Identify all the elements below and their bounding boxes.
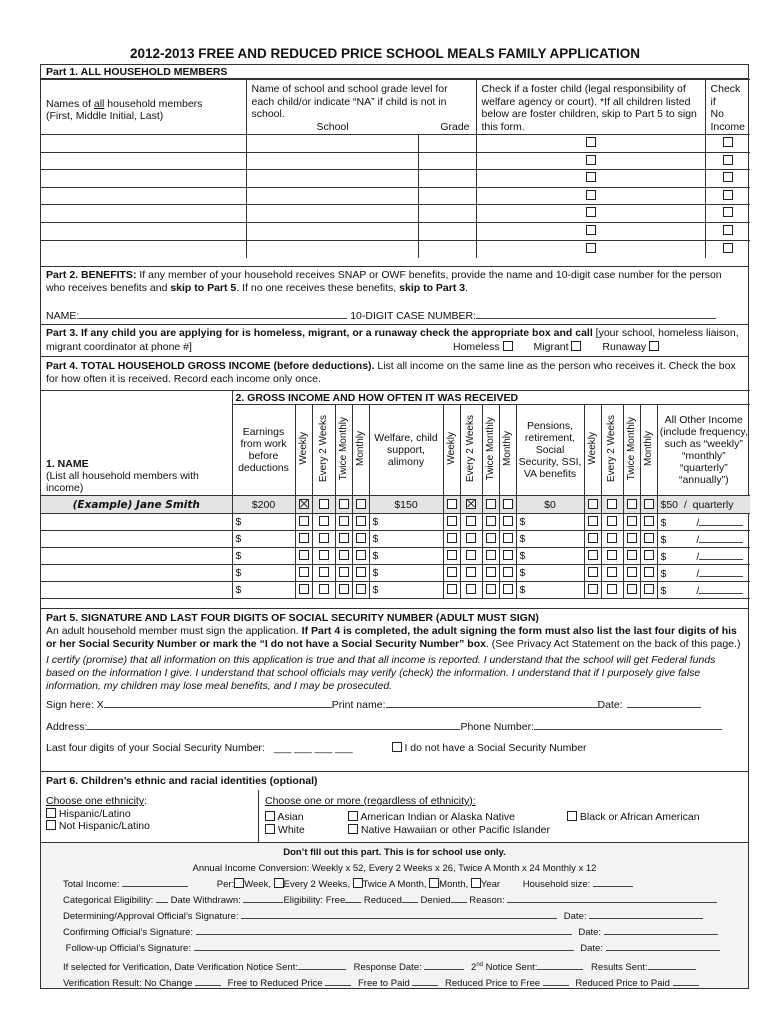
per-week-checkbox[interactable] (234, 878, 244, 888)
earnings-weekly-checkbox[interactable] (299, 550, 309, 560)
homeless-label: Homeless (453, 341, 500, 353)
welfare-monthly-checkbox[interactable] (503, 550, 513, 560)
col-noincome-header: Check if No Income (705, 80, 750, 135)
free-to-reduced-field[interactable] (325, 976, 351, 986)
american-indian-checkbox[interactable] (348, 811, 358, 821)
address-field[interactable] (87, 720, 460, 730)
income-row (41, 548, 750, 565)
income-row (41, 582, 750, 599)
no-change-field[interactable] (195, 976, 221, 986)
foster-checkbox[interactable] (586, 207, 596, 217)
pensions-every2-checkbox[interactable] (607, 567, 617, 577)
example-checkbox (339, 499, 349, 509)
migrant-checkbox[interactable] (571, 341, 581, 351)
white-checkbox[interactable] (265, 824, 275, 834)
sign-here-label: Sign here: X (46, 699, 104, 711)
pensions-amount-field[interactable]: $ (516, 565, 584, 582)
reduced-to-free-label: Reduced Price to Free (445, 978, 541, 990)
part4-household-income (40, 356, 749, 609)
certification-text: I certify (promise) that all information on this application is true and that all income is reported. I understand that the school will get Federal funds based on the information I give. I understand that school officials may verify (check) the information. I understand that if I purposely give false information, my children may lose meal benefits, and I may be prosecuted. (46, 654, 716, 692)
freq-every2-header: Every 2 Weeks (317, 414, 329, 483)
pensions-every2-checkbox[interactable] (607, 550, 617, 560)
earnings-monthly-checkbox[interactable] (356, 533, 366, 543)
member-name-field[interactable] (41, 222, 246, 240)
income-conversion: Annual Income Conversion: Weekly x 52, Every 2 Weeks x 26, Twice A Month x 24 Monthly x 12 (192, 863, 597, 874)
foster-checkbox[interactable] (586, 155, 596, 165)
earnings-amount-field[interactable]: $ (232, 548, 295, 565)
reduced-field[interactable] (402, 893, 418, 903)
freq-weekly-header: Weekly (445, 432, 457, 465)
part5-intro: An adult household member must sign the application. If Part 4 is completed, the adult signing the form must also list the last four digits of his or her Social Security Number or mark the “I do not have a Social Security Number” box. (See Privacy Act Statement on the back of this page.) (46, 625, 741, 650)
other-income-field[interactable]: $ / (657, 582, 750, 599)
earnings-weekly-checkbox[interactable] (299, 533, 309, 543)
earnings-amount-field[interactable]: $ (232, 565, 295, 582)
per-twice-month-checkbox[interactable] (353, 878, 363, 888)
free-to-paid-label: Free to Paid (358, 978, 410, 990)
welfare-twice-checkbox[interactable] (486, 516, 496, 526)
col-names-header: Names of all household members (First, Middle Initial, Last) (41, 80, 246, 135)
runaway-label: Runaway (602, 341, 647, 353)
freq-weekly-header: Weekly (297, 432, 309, 465)
earnings-every2-checkbox[interactable] (319, 584, 329, 594)
per-every2weeks-checkbox[interactable] (274, 878, 284, 888)
not-hispanic-checkbox[interactable] (46, 820, 56, 830)
example-checkbox (486, 499, 496, 509)
earnings-amount-field[interactable]: $ (232, 514, 295, 531)
native-hawaiian-checkbox[interactable] (348, 824, 358, 834)
pensions-every2-checkbox[interactable] (607, 533, 617, 543)
welfare-twice-checkbox[interactable] (486, 584, 496, 594)
freq-twice-header: Twice Monthly (337, 416, 349, 481)
earnings-twice-checkbox[interactable] (339, 567, 349, 577)
pensions-amount-field[interactable]: $ (516, 531, 584, 548)
followup-label: Follow-up Official’s Signature: (65, 943, 191, 954)
earnings-weekly-checkbox[interactable] (299, 584, 309, 594)
example-checkbox (644, 499, 654, 509)
ssn-label: Last four digits of your Social Security Number: (46, 742, 265, 754)
part2-benefits (40, 266, 749, 325)
example-checkbox (356, 499, 366, 509)
income-name-field[interactable] (41, 514, 232, 531)
freq-twice-header: Twice Monthly (625, 416, 637, 481)
foster-checkbox[interactable] (586, 190, 596, 200)
earnings-monthly-checkbox[interactable] (356, 567, 366, 577)
foster-checkbox[interactable] (586, 225, 596, 235)
followup-date-field[interactable] (606, 941, 720, 951)
no-income-checkbox[interactable] (723, 172, 733, 182)
no-ssn-label: I do not have a Social Security Number (404, 742, 587, 754)
hispanic-label: Hispanic/Latino (58, 807, 131, 820)
reason-field[interactable] (507, 893, 717, 903)
pensions-twice-checkbox[interactable] (627, 567, 637, 577)
earnings-monthly-checkbox[interactable] (356, 584, 366, 594)
freq-monthly-header: Monthly (501, 430, 513, 466)
member-name-field[interactable] (41, 135, 246, 153)
ssn-field[interactable]: ___ ___ ___ ___ (273, 742, 353, 754)
school-field[interactable] (246, 222, 418, 240)
per-year-checkbox[interactable] (471, 878, 481, 888)
school-field[interactable] (246, 187, 418, 205)
no-income-checkbox[interactable] (723, 207, 733, 217)
earnings-monthly-checkbox[interactable] (356, 516, 366, 526)
grade-field[interactable] (418, 222, 476, 240)
other-income-field[interactable]: $ / (657, 531, 750, 548)
welfare-twice-checkbox[interactable] (486, 567, 496, 577)
free-to-paid-field[interactable] (412, 976, 438, 986)
household-row (41, 240, 750, 258)
household-table (41, 79, 750, 258)
school-use-heading: Don’t fill out this part. This is for school use only. (283, 847, 506, 858)
results-sent-label: Results Sent: (591, 962, 648, 974)
no-income-checkbox[interactable] (723, 137, 733, 147)
part3-homeless-migrant-runaway (40, 324, 749, 357)
white-label: White (277, 823, 305, 836)
reason-label: Reason: (469, 895, 505, 906)
earnings-every2-checkbox[interactable] (319, 567, 329, 577)
school-field[interactable] (246, 135, 418, 153)
example-name: (Example) Jane Smith (41, 496, 232, 514)
household-size-label: Household size: (522, 879, 591, 890)
welfare-col-header: Welfare, child support, alimony (369, 405, 443, 496)
response-date-label: Response Date: (353, 962, 422, 974)
welfare-monthly-checkbox[interactable] (503, 584, 513, 594)
date-withdrawn-field[interactable] (243, 893, 283, 903)
verification-sent-field[interactable] (298, 960, 346, 970)
welfare-monthly-checkbox[interactable] (503, 567, 513, 577)
freq-weekly-header: Weekly (586, 432, 598, 465)
eligibility-free-field[interactable] (345, 893, 361, 903)
categorical-field[interactable] (156, 893, 168, 903)
household-row (41, 135, 750, 153)
grade-label: Grade (440, 120, 470, 133)
date-withdrawn-label: Date Withdrawn: (170, 895, 241, 906)
date-label: Date: (563, 911, 587, 922)
col-foster-header: Check if a foster child (legal responsibility of welfare agency or court). *If all children listed below are foster children, skip to Part 5 to sign this form. (476, 80, 705, 135)
freq-every2-header: Every 2 Weeks (465, 414, 476, 483)
part3-heading: Part 3. If any child you are applying for is homeless, migrant, or a runaway check the appropriate box and call (46, 327, 593, 339)
earnings-every2-checkbox[interactable] (319, 533, 329, 543)
black-label: Black or African American (579, 810, 700, 823)
example-checkbox (588, 499, 598, 509)
welfare-monthly-checkbox[interactable] (503, 516, 513, 526)
welfare-every2-checkbox[interactable] (466, 516, 476, 526)
pensions-every2-checkbox[interactable] (607, 584, 617, 594)
example-checkbox (607, 499, 617, 509)
pensions-monthly-checkbox[interactable] (644, 584, 654, 594)
earnings-twice-checkbox[interactable] (339, 533, 349, 543)
member-name-field[interactable] (41, 152, 246, 170)
part3-contact: [your school, homeless liaison, migrant coordinator at phone #] (46, 327, 739, 353)
gross-income-heading: 2. GROSS INCOME AND HOW OFTEN IT WAS RECEIVED (232, 391, 750, 405)
phone-field[interactable] (534, 720, 722, 730)
pensions-weekly-checkbox[interactable] (588, 533, 598, 543)
response-date-field[interactable] (424, 960, 464, 970)
welfare-every2-checkbox[interactable] (466, 584, 476, 594)
freq-monthly-header: Monthly (354, 430, 366, 466)
member-name-field[interactable] (41, 170, 246, 188)
homeless-checkbox[interactable] (503, 341, 513, 351)
reduced-to-paid-field[interactable] (673, 976, 699, 986)
grade-field[interactable] (418, 205, 476, 223)
print-name-label: Print name: (331, 699, 386, 711)
school-label: School (316, 120, 349, 133)
income-name-field[interactable] (41, 582, 232, 599)
earnings-weekly-checkbox[interactable] (299, 516, 309, 526)
member-name-field[interactable] (41, 240, 246, 258)
part1-household-members (40, 64, 749, 267)
income-row (41, 565, 750, 582)
denied-label: Denied (420, 895, 451, 906)
asian-label: Asian (277, 810, 304, 823)
pensions-twice-checkbox[interactable] (627, 533, 637, 543)
household-row (41, 187, 750, 205)
date-label: Date: (597, 699, 623, 711)
household-row (41, 222, 750, 240)
phone-label: Phone Number: (460, 721, 534, 733)
earnings-weekly-checkbox[interactable] (299, 567, 309, 577)
example-earnings: $200 (232, 496, 295, 514)
welfare-weekly-checkbox[interactable] (447, 533, 457, 543)
pensions-amount-field[interactable]: $ (516, 548, 584, 565)
black-checkbox[interactable] (567, 811, 577, 821)
pensions-weekly-checkbox[interactable] (588, 567, 598, 577)
confirming-label: Confirming Official’s Signature: (63, 927, 194, 938)
no-change-label: Verification Result: No Change (63, 978, 193, 990)
welfare-monthly-checkbox[interactable] (503, 533, 513, 543)
american-indian-label: American Indian or Alaska Native (360, 810, 516, 823)
earnings-every2-checkbox[interactable] (319, 550, 329, 560)
grade-field[interactable] (418, 240, 476, 258)
case-number-field[interactable] (476, 309, 716, 319)
example-checkbox-checked (466, 499, 476, 509)
results-sent-field[interactable] (648, 960, 696, 970)
not-hispanic-label: Not Hispanic/Latino (58, 820, 150, 832)
part1-heading: Part 1. ALL HOUSEHOLD MEMBERS (41, 65, 748, 79)
per-month-checkbox[interactable] (429, 878, 439, 888)
date-field[interactable] (627, 698, 701, 708)
followup-signature-field[interactable] (194, 941, 574, 951)
school-field[interactable] (246, 152, 418, 170)
foster-checkbox[interactable] (586, 243, 596, 253)
migrant-label: Migrant (533, 341, 569, 353)
freq-twice-header: Twice Monthly (484, 416, 496, 481)
part5-heading: Part 5. SIGNATURE AND LAST FOUR DIGITS OF SOCIAL SECURITY NUMBER (ADULT MUST SIGN) (46, 612, 539, 624)
earnings-amount-field[interactable]: $ (232, 582, 295, 599)
reduced-to-free-field[interactable] (543, 976, 569, 986)
no-income-checkbox[interactable] (723, 190, 733, 200)
school-use-section: Don’t fill out this part. This is for school use only. Annual Income Conversion: Weekly x 52, Every 2 Weeks x 26, Twice A Month x 24 Monthly x 12 Total Income: Per: Week, Every 2 Weeks, Twice A Month, Month, Year Household size: Categorical Eligibility: Date Withdrawn: Eligibility: Free Reduced Denied Reason: Determining/Approval Official’s Signature: Date: Confirming Official’s Signature: Date: Follow-up Official’s Signature: Date: If selected for Verification, Date Verification Notice Sent: Response Date: 2nd Notice Sent: Results Sent: Verification Result: No Change Free to Reduced Price Free to Paid Reduced Price to Free Reduced Price to Paid (40, 842, 749, 989)
household-row (41, 205, 750, 223)
welfare-weekly-checkbox[interactable] (447, 550, 457, 560)
welfare-amount-field[interactable]: $ (369, 531, 443, 548)
welfare-every2-checkbox[interactable] (466, 533, 476, 543)
pensions-monthly-checkbox[interactable] (644, 567, 654, 577)
categorical-label: Categorical Eligibility: (63, 895, 154, 906)
asian-checkbox[interactable] (265, 811, 275, 821)
welfare-amount-field[interactable]: $ (369, 565, 443, 582)
part6-heading: Part 6. Children’s ethnic and racial identities (optional) (46, 775, 318, 787)
part2-instructions: Part 2. BENEFITS: If any member of your household receives SNAP or OWF benefits, provide the name and 10-digit case number for the person who receives benefits and skip to Part 5. If no one receives these benefits, skip to Part 3. (46, 269, 722, 294)
ethnicity-label: Choose one ethnicity (46, 795, 145, 807)
runaway-checkbox[interactable] (649, 341, 659, 351)
example-checkbox (503, 499, 513, 509)
earnings-every2-checkbox[interactable] (319, 516, 329, 526)
no-income-checkbox[interactable] (723, 243, 733, 253)
form-title: 2012-2013 FREE AND REDUCED PRICE SCHOOL MEALS FAMILY APPLICATION (129, 46, 641, 61)
example-checkbox (447, 499, 457, 509)
welfare-amount-field[interactable]: $ (369, 514, 443, 531)
pensions-twice-checkbox[interactable] (627, 550, 637, 560)
no-ssn-checkbox[interactable] (392, 742, 402, 752)
earnings-col-header: Earnings from work before deductions (232, 405, 295, 496)
confirming-signature-field[interactable] (196, 925, 572, 935)
signature-field[interactable] (104, 698, 332, 708)
date-label: Date: (578, 927, 602, 938)
example-checkbox (627, 499, 637, 509)
col-school-header: Name of school and school grade level for each child/or indicate “NA” if child is not in school. School Grade (246, 80, 476, 135)
case-number-label: 10-DIGIT CASE NUMBER: (350, 310, 477, 322)
earnings-amount-field[interactable]: $ (232, 531, 295, 548)
reduced-label: Reduced (363, 895, 402, 906)
pensions-col-header: Pensions, retirement, Social Security, SSI, VA benefits (516, 405, 584, 496)
part4-instructions: Part 4. TOTAL HOUSEHOLD GROSS INCOME (before deductions). List all income on the same line as the person who receives it. Check the box for how often it is received. Record each income only once. (41, 357, 748, 391)
reduced-to-paid-label: Reduced Price to Paid (575, 978, 670, 990)
household-row (41, 152, 750, 170)
pensions-amount-field[interactable]: $ (516, 582, 584, 599)
earnings-twice-checkbox[interactable] (339, 516, 349, 526)
grade-field[interactable] (418, 187, 476, 205)
grade-field[interactable] (418, 170, 476, 188)
welfare-weekly-checkbox[interactable] (447, 584, 457, 594)
grade-field[interactable] (418, 152, 476, 170)
earnings-monthly-checkbox[interactable] (356, 550, 366, 560)
other-income-col-header: All Other Income (include frequency, such as “weekly” “monthly” “quarterly” “annually”) (657, 405, 750, 496)
denied-field[interactable] (451, 893, 467, 903)
pensions-twice-checkbox[interactable] (627, 516, 637, 526)
no-income-checkbox[interactable] (723, 155, 733, 165)
income-name-field[interactable] (41, 531, 232, 548)
other-income-field[interactable]: $ / (657, 565, 750, 582)
pensions-amount-field[interactable]: $ (516, 514, 584, 531)
example-checkbox-checked (299, 499, 309, 509)
welfare-twice-checkbox[interactable] (486, 533, 496, 543)
determining-date-field[interactable] (589, 909, 703, 919)
welfare-every2-checkbox[interactable] (466, 567, 476, 577)
school-field[interactable] (246, 205, 418, 223)
date-label: Date: (580, 943, 603, 954)
welfare-twice-checkbox[interactable] (486, 550, 496, 560)
pensions-monthly-checkbox[interactable] (644, 516, 654, 526)
second-notice-field[interactable] (537, 960, 583, 970)
welfare-weekly-checkbox[interactable] (447, 567, 457, 577)
benefit-name-label: NAME: (46, 310, 80, 322)
pensions-monthly-checkbox[interactable] (644, 550, 654, 560)
income-name-field[interactable] (41, 565, 232, 582)
income-name-field[interactable] (41, 548, 232, 565)
pensions-monthly-checkbox[interactable] (644, 533, 654, 543)
member-name-field[interactable] (41, 205, 246, 223)
grade-field[interactable] (418, 135, 476, 153)
name-col-header: 1. NAME (List all household members with income) (41, 391, 232, 496)
example-checkbox (319, 499, 329, 509)
pensions-every2-checkbox[interactable] (607, 516, 617, 526)
per-label: Per: (216, 879, 235, 890)
example-pensions: $0 (516, 496, 584, 514)
determining-signature-field[interactable] (241, 909, 557, 919)
hispanic-checkbox[interactable] (46, 808, 56, 818)
total-income-label: Total Income: (63, 879, 120, 890)
income-row (41, 514, 750, 531)
no-income-checkbox[interactable] (723, 225, 733, 235)
earnings-twice-checkbox[interactable] (339, 550, 349, 560)
welfare-weekly-checkbox[interactable] (447, 516, 457, 526)
foster-checkbox[interactable] (586, 172, 596, 182)
household-size-field[interactable] (593, 877, 633, 887)
pensions-weekly-checkbox[interactable] (588, 584, 598, 594)
income-row (41, 531, 750, 548)
income-table (41, 390, 750, 599)
total-income-field[interactable] (122, 877, 188, 887)
part5-signature (40, 608, 749, 772)
second-notice-label: 2nd Notice Sent: (471, 962, 538, 974)
confirming-date-field[interactable] (604, 925, 718, 935)
school-field[interactable] (246, 240, 418, 258)
example-welfare: $150 (369, 496, 443, 514)
household-row (41, 170, 750, 188)
address-label: Address: (46, 721, 88, 733)
earnings-twice-checkbox[interactable] (339, 584, 349, 594)
benefit-name-field[interactable] (79, 309, 347, 319)
determining-label: Determining/Approval Official’s Signature: (63, 911, 239, 922)
other-income-field[interactable]: $ / (657, 514, 750, 531)
school-field[interactable] (246, 170, 418, 188)
member-name-field[interactable] (41, 187, 246, 205)
freq-monthly-header: Monthly (642, 430, 654, 466)
welfare-amount-field[interactable]: $ (369, 548, 443, 565)
example-row (41, 496, 750, 514)
example-other: $50 / quarterly (657, 496, 750, 514)
foster-checkbox[interactable] (586, 137, 596, 147)
freq-every2-header: Every 2 Weeks (606, 414, 617, 483)
other-income-field[interactable]: $ / (657, 548, 750, 565)
welfare-every2-checkbox[interactable] (466, 550, 476, 560)
pensions-weekly-checkbox[interactable] (588, 516, 598, 526)
welfare-amount-field[interactable]: $ (369, 582, 443, 599)
pensions-weekly-checkbox[interactable] (588, 550, 598, 560)
eligibility-free-label: Eligibility: Free (283, 895, 346, 906)
print-name-field[interactable] (386, 698, 598, 708)
pensions-twice-checkbox[interactable] (627, 584, 637, 594)
part6-ethnic-racial: Part 6. Children’s ethnic and racial identities (optional) Choose one ethnicity: Hispanic/Latino Not Hispanic/Latino Choose one or more (regardless of ethnicity): Asian American Indian or Alaska Native Black or African American White Native Hawaiian or other Pacific Islander (40, 771, 749, 843)
verification-sent-label: If selected for Verification, Date Verification Notice Sent: (63, 962, 298, 974)
free-to-reduced-label: Free to Reduced Price (227, 978, 323, 990)
native-hawaiian-label: Native Hawaiian or other Pacific Islander (360, 823, 551, 836)
race-label: Choose one or more (regardless of ethnicity): (265, 795, 476, 807)
